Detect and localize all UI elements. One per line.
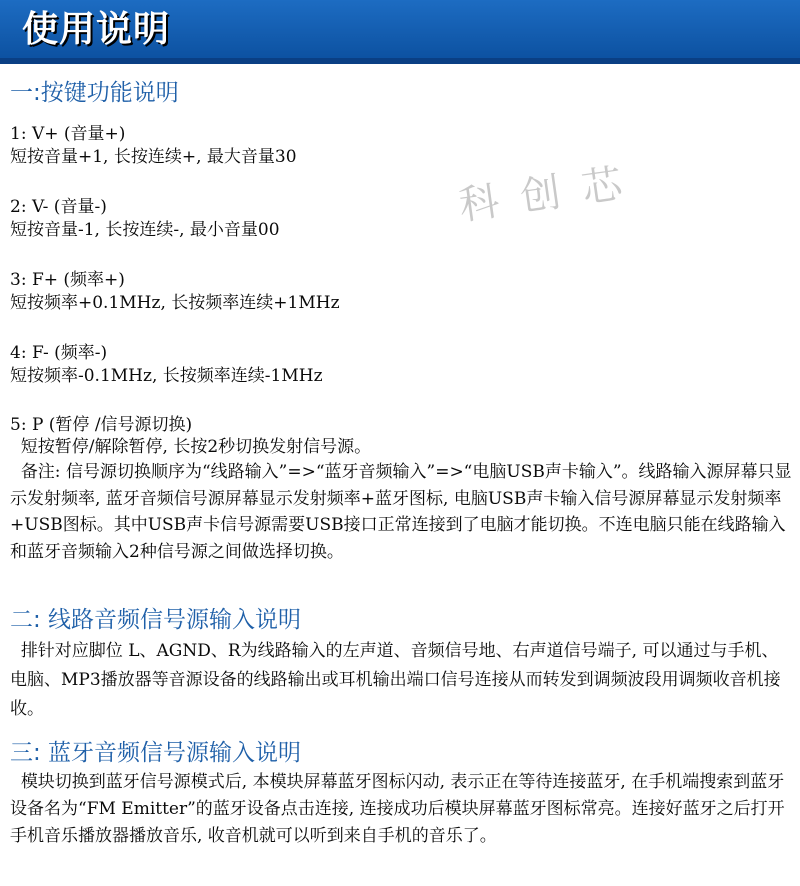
section-heading-bluetooth: 三: 蓝牙音频信号源输入说明 bbox=[10, 740, 302, 766]
key-title-freq-down: 4: F- (频率-) bbox=[10, 343, 108, 363]
section-heading-line-input: 二: 线路音频信号源输入说明 bbox=[10, 607, 302, 633]
source-switch-note: 备注: 信号源切换顺序为“线路输入”=>“蓝牙音频输入”=>“电脑USB声卡输入”。线路输入源屏幕只显示发射频率, 蓝牙音频信号源屏幕显示发射频率+蓝牙图标, 电脑USB声卡输入信号源屏幕显示发射频率+USB图标。其中USB声卡信号源需要USB接口正常连接到了电脑才能切换。不连电脑只能在线路输入和蓝牙音频输入2种信号源之间做选择切换。 bbox=[10, 462, 792, 562]
bluetooth-paragraph: 模块切换到蓝牙信号源模式后, 本模块屏幕蓝牙图标闪动, 表示正在等待连接蓝牙, 在手机端搜索到蓝牙设备名为“FM Emitter”的蓝牙设备点击连接, 连接成功后模块屏幕蓝牙图标常亮。连接好蓝牙之后打开手机音乐播放器播放音乐, 收音机就可以听到来自手机的音乐了。 bbox=[10, 772, 785, 846]
key-title-pause-source: 5: P (暂停 /信号源切换) bbox=[10, 415, 193, 435]
key-title-vol-up: 1: V+ (音量+) bbox=[10, 124, 126, 144]
header-accent-bar bbox=[0, 58, 800, 64]
key-desc-vol-up: 短按音量+1, 长按连续+, 最大音量30 bbox=[10, 147, 297, 167]
section-heading-buttons: 一:按键功能说明 bbox=[10, 80, 179, 106]
key-title-vol-down: 2: V- (音量-) bbox=[10, 197, 107, 217]
page-title: 使用说明 bbox=[22, 9, 171, 50]
line-input-paragraph: 排针对应脚位 L、AGND、R为线路输入的左声道、音频信号地、右声道信号端子, 可以通过与手机、电脑、MP3播放器等音源设备的线路输出或耳机输出端口信号连接从而转发到调频波段用调频收音机接收。 bbox=[10, 641, 781, 719]
key-desc-pause-source: 短按暂停/解除暂停, 长按2秒切换发射信号源。 bbox=[10, 437, 372, 457]
watermark: 科创芯 bbox=[456, 158, 647, 230]
key-desc-vol-down: 短按音量-1, 长按连续-, 最小音量00 bbox=[10, 220, 280, 240]
key-desc-freq-up: 短按频率+0.1MHz, 长按频率连续+1MHz bbox=[10, 293, 340, 313]
key-desc-freq-down: 短按频率-0.1MHz, 长按频率连续-1MHz bbox=[10, 366, 323, 386]
key-title-freq-up: 3: F+ (频率+) bbox=[10, 270, 125, 290]
